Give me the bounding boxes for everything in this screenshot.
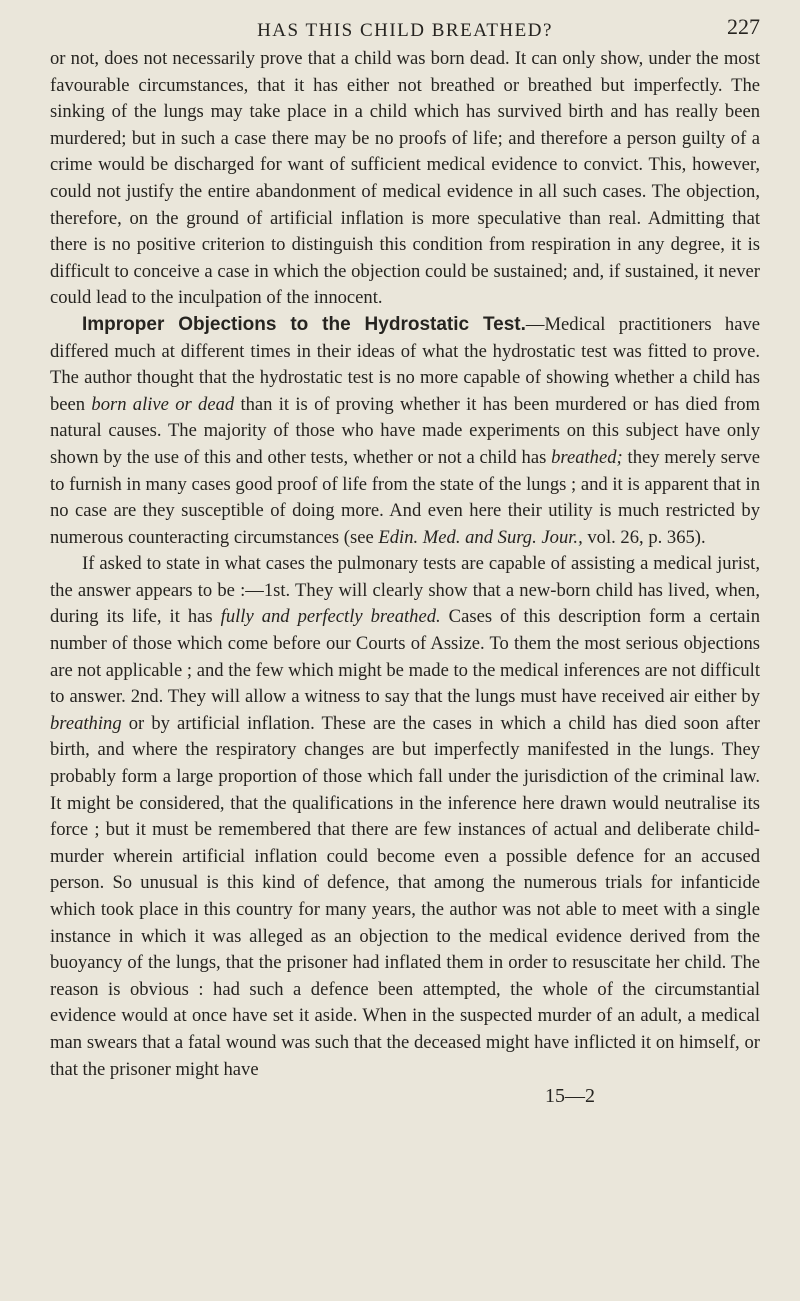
- running-title: HAS THIS CHILD BREATHED?: [257, 20, 553, 41]
- italic-run: born alive or dead: [91, 393, 235, 415]
- paragraph-2: [50, 312, 760, 551]
- page-number: 227: [727, 14, 760, 39]
- italic-run: fully and perfectly breathed.: [220, 606, 441, 628]
- body-text: [50, 46, 760, 1108]
- italic-run: Edin. Med. and Surg. Jour.,: [378, 526, 583, 548]
- running-head: [50, 12, 760, 46]
- italic-run: breathing: [50, 712, 122, 734]
- text-run: they merely serve to furnish in many cases good proof of life from the state of the lungs ; and it is apparent that in no case are they susceptible of doing more. And even here their utility is much restricted by numerous counteracting circumstances (see: [50, 446, 761, 548]
- section-heading: Improper Objections to the Hydrostatic Test.: [82, 313, 526, 335]
- paragraph-3: [50, 551, 760, 1083]
- signature-mark: 15—2: [545, 1085, 595, 1108]
- text-run: If asked to state in what cases the pulmonary tests are capable of assisting a medical jurist, the answer appears to be :—1st. They will clearly show that a new-born child has lived, when, during its life, it has: [50, 553, 760, 628]
- text-run: Cases of this description form a certain number of those which come before our Courts of Assize. To them the most serious objections are not applicable ; and the few which might be made to the medical inferences are not difficult to answer. 2nd. They will allow a witness to say that the lungs must have received air either by: [50, 606, 760, 708]
- text-run: vol. 26, p. 365).: [582, 526, 706, 548]
- paragraph-1: or not, does not necessarily prove that a child was born dead. It can only show, under the most favourable circumstances, that it has either not breathed or breathed but imperfectly. The sinking of the lungs may take place in a child which has survived birth and has really been murdered; but in such a case there may be no proofs of life; and therefore a person guilty of a crime would be discharged for want of sufficient medical evidence to convict. This, however, could not justify the entire abandonment of medical evidence in all such cases. The objection, therefore, on the ground of artificial inflation is more speculative than real. Admitting that there is no positive criterion to distinguish this condition from respiration in any degree, it is difficult to conceive a case in which the objection could be sustained; and, if sustained, it never could lead to the inculpation of the innocent.: [50, 48, 760, 309]
- text-run: or by artificial inflation. These are the cases in which a child has died soon after birth, and where the respiratory changes are but imperfectly manifested in the lungs. They probably form a large proportion of those which fall under the jurisdiction of the criminal law. It might be considered, that the qualifications in the inference here drawn would neutralise its force ; but it must be remembered that there are few instances of actual and deliberate child-murder wherein artificial inflation could become even a possible defence for an accused person. So unusual is this kind of defence, that among the numerous trials for infanticide which took place in this country for many years, the author was not able to meet with a single instance in which it was alleged as an objection to the medical evidence derived from the buoyancy of the lungs, that the prisoner had inflated them in order to resuscitate her child. The reason is obvious : had such a defence been attempted, the whole of the circumstantial evidence would at once have set it aside. When in the suspected murder of an adult, a medical man swears that a fatal wound was such that the deceased might have inflicted it on himself, or that the prisoner might have: [50, 712, 760, 1080]
- italic-run: breathed;: [551, 446, 623, 468]
- text-run: than it is of proving whether it has been murdered or has died from natural causes. The majority of those who have made experiments on this subject have only shown by the use of this and other tests, whether or not a child has: [50, 393, 761, 468]
- text-run: —Medical practitioners have differed much at different times in their ideas of what the hydrostatic test was fitted to prove. The author thought that the hydrostatic test is no more capable of showing whether a child has been: [50, 313, 761, 415]
